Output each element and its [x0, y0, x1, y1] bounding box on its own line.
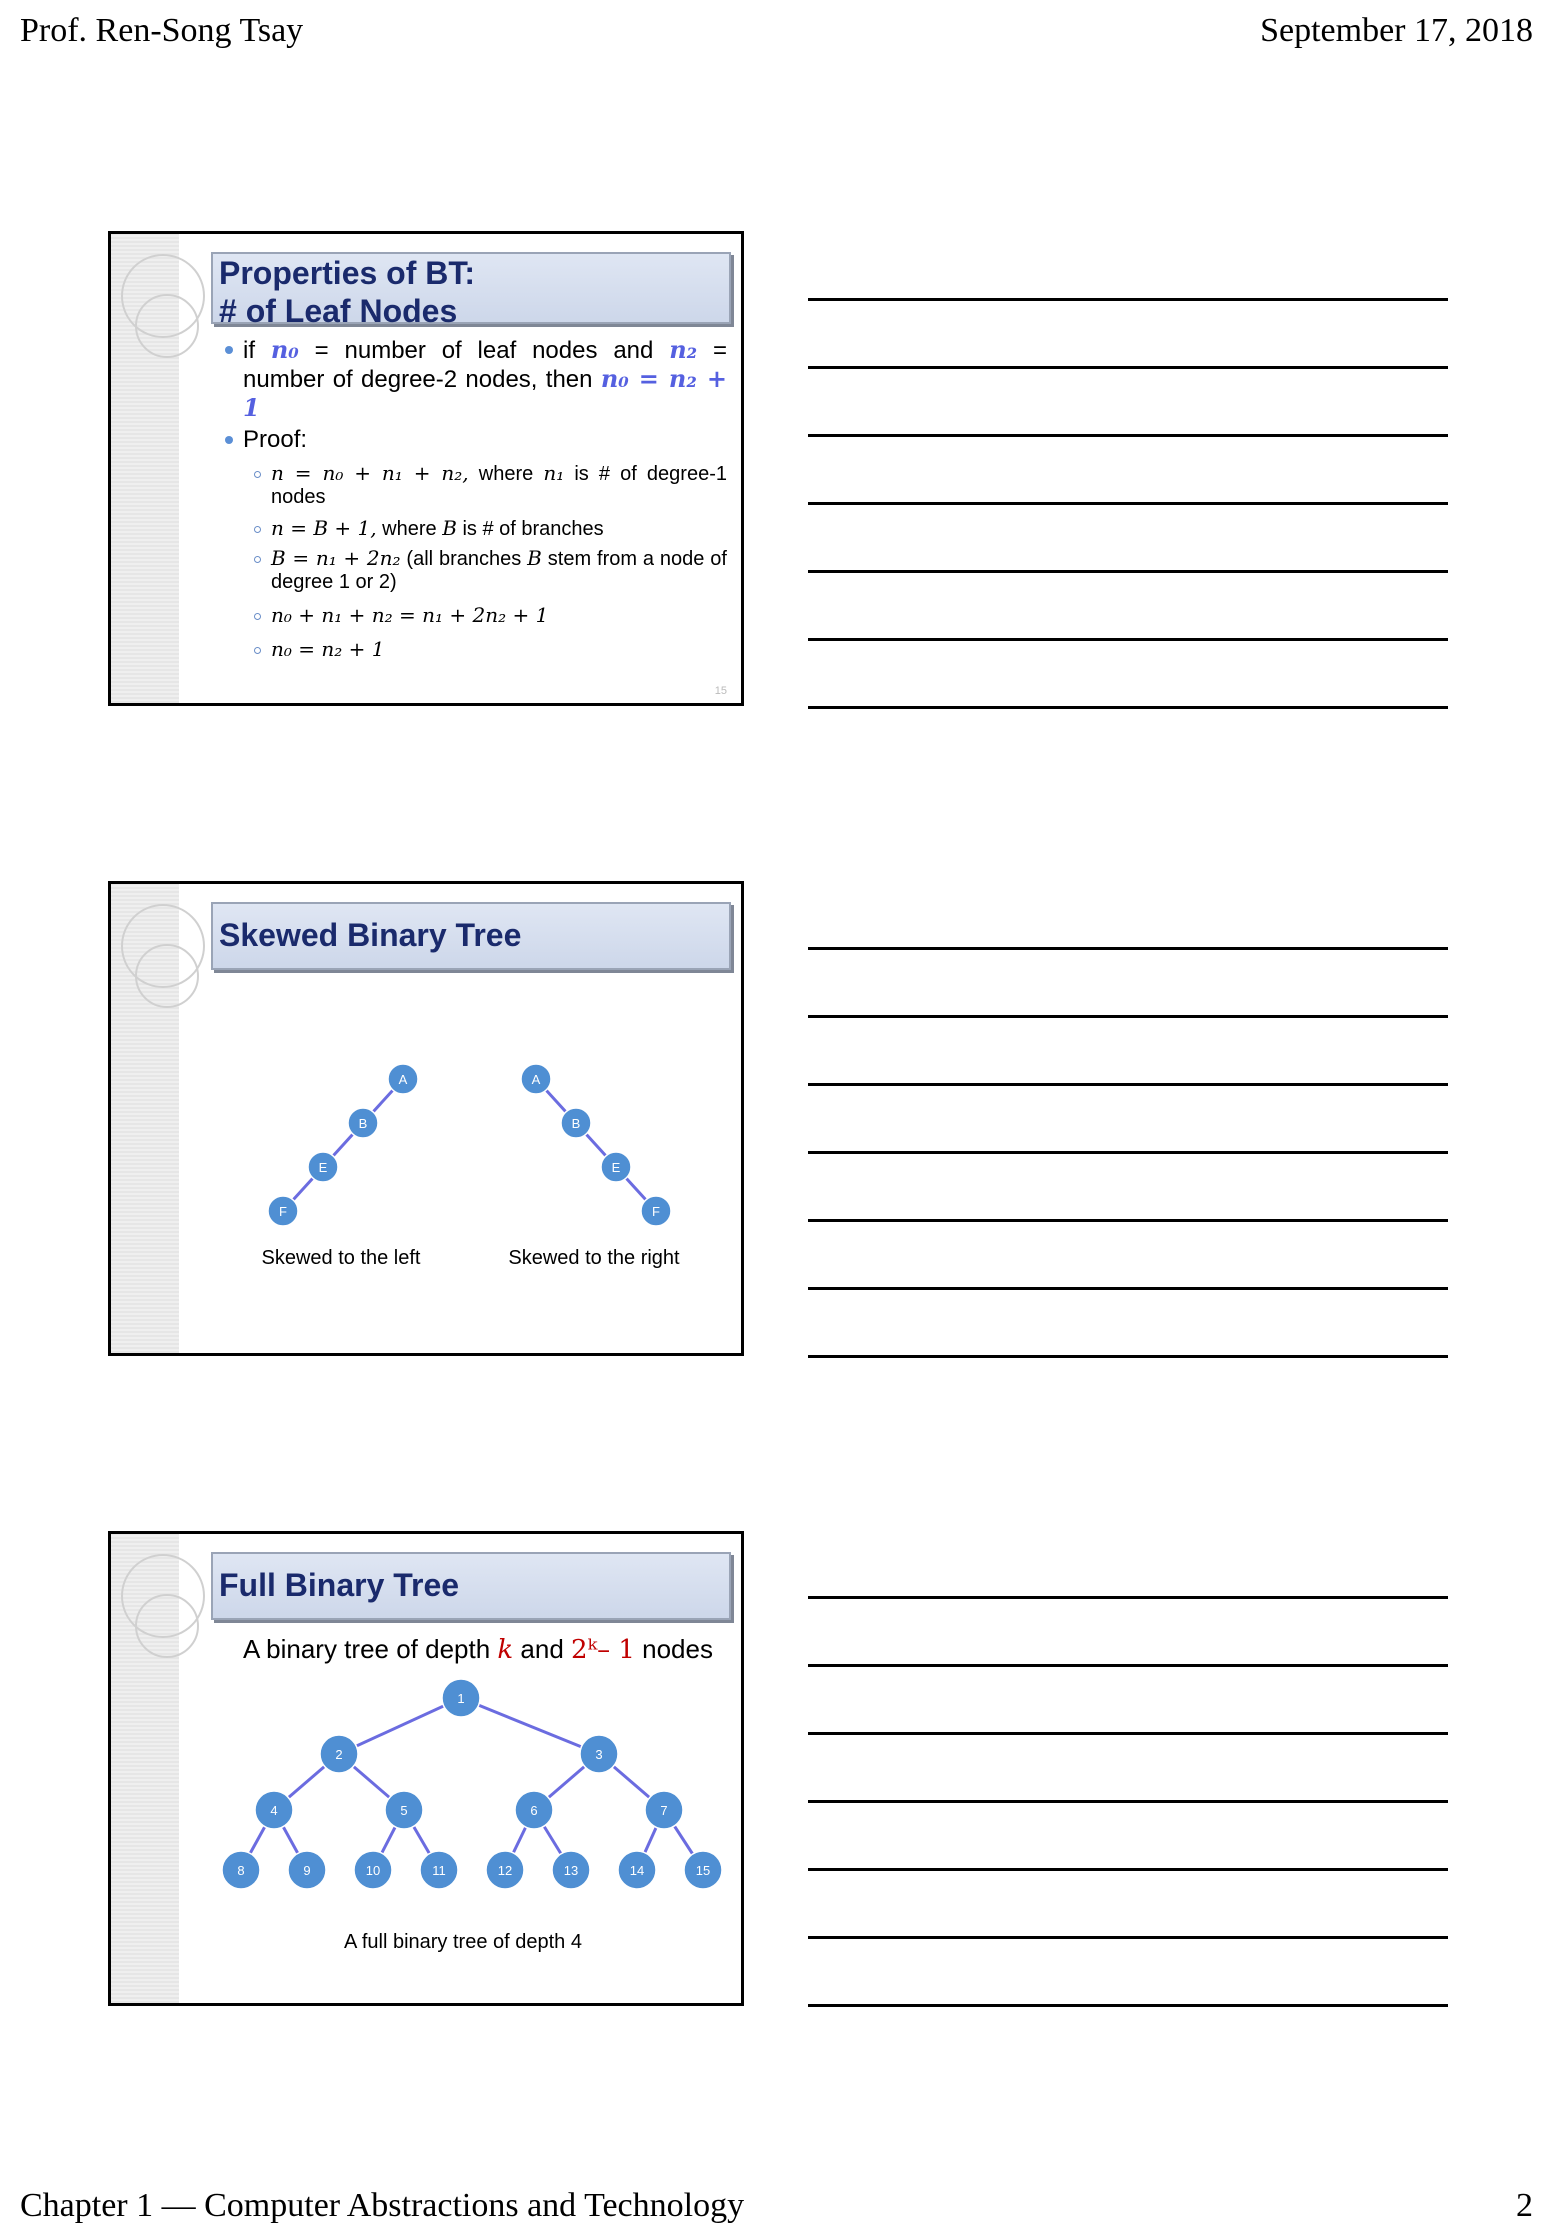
node-label: 5	[400, 1803, 408, 1818]
note-line	[808, 434, 1448, 437]
slide-full-binary-tree	[108, 1531, 744, 2006]
proof-step-3: B = n₁ + 2n₂ (all branches B stem from a node of degree 1 or 2)	[271, 547, 727, 594]
note-line	[808, 298, 1448, 301]
note-line	[808, 1015, 1448, 1018]
node-label: 2	[335, 1747, 343, 1762]
proof-step-1: n = n₀ + n₁ + n₂, where n₁ is # of degree-1 nodes	[271, 462, 727, 509]
node-label: 15	[695, 1863, 711, 1878]
slide-title: Skewed Binary Tree	[211, 902, 731, 970]
node-label: 14	[629, 1863, 645, 1878]
note-line	[808, 366, 1448, 369]
note-line	[808, 1732, 1448, 1735]
slide-subtitle: A binary tree of depth k and 2ᵏ– 1 nodes	[243, 1634, 713, 1665]
note-line	[808, 706, 1448, 709]
node-label: 4	[270, 1803, 278, 1818]
header-date: September 17, 2018	[1260, 12, 1533, 49]
node-label: 13	[563, 1863, 579, 1878]
note-line	[808, 1800, 1448, 1803]
note-line	[808, 2004, 1448, 2007]
note-line	[808, 947, 1448, 950]
note-line	[808, 1936, 1448, 1939]
note-line	[808, 1287, 1448, 1290]
decor-ring	[135, 294, 199, 358]
node-label: A	[531, 1072, 541, 1087]
note-line	[808, 1868, 1448, 1871]
node-label: F	[652, 1204, 660, 1219]
proof-step-4: n₀ + n₁ + n₂ = n₁ + 2n₂ + 1	[271, 604, 727, 628]
note-line	[808, 1596, 1448, 1599]
slide-title-line1: Properties of BT:	[219, 255, 476, 291]
header-author: Prof. Ren-Song Tsay	[20, 12, 304, 49]
node-label: 12	[497, 1863, 513, 1878]
slide-title: Full Binary Tree	[211, 1552, 731, 1620]
node-label: B	[358, 1116, 368, 1131]
node-label: E	[318, 1160, 328, 1175]
bullet-definition: if n₀ = number of leaf nodes and n₂ = number of degree-2 nodes, then n₀ = n₂ + 1	[243, 336, 727, 423]
note-line	[808, 1219, 1448, 1222]
proof-step-5: n₀ = n₂ + 1	[271, 638, 727, 662]
proof-step-2: n = B + 1, where B is # of branches	[271, 517, 727, 541]
note-line	[808, 1664, 1448, 1667]
footer-page-number: 2	[1516, 2187, 1533, 2224]
figure-caption: A full binary tree of depth 4	[344, 1931, 582, 1953]
note-line	[808, 638, 1448, 641]
node-label: E	[611, 1160, 621, 1175]
node-label: 9	[303, 1863, 311, 1878]
edge	[339, 1698, 461, 1754]
slide-skewed-binary-tree	[108, 881, 744, 1356]
bullet-proof: Proof:	[243, 426, 727, 454]
slide-title	[211, 252, 731, 329]
slide-number: 15	[714, 685, 727, 697]
slide-properties-bt	[108, 231, 744, 706]
note-line	[808, 1355, 1448, 1358]
skewed-trees-figure	[111, 884, 741, 1354]
node-label: 10	[365, 1863, 381, 1878]
caption-right: Skewed to the right	[508, 1247, 680, 1269]
full-binary-tree-figure	[111, 1534, 741, 2004]
node-label: 8	[237, 1863, 245, 1878]
note-line	[808, 570, 1448, 573]
note-line	[808, 502, 1448, 505]
node-label: 7	[660, 1803, 668, 1818]
footer-chapter: Chapter 1 — Computer Abstractions and Technology	[20, 2187, 745, 2224]
note-line	[808, 1083, 1448, 1086]
node-label: F	[279, 1204, 287, 1219]
node-label: 6	[530, 1803, 538, 1818]
node-label: B	[571, 1116, 581, 1131]
node-label: 11	[432, 1863, 446, 1878]
node-label: A	[398, 1072, 408, 1087]
slide-title-line2: # of Leaf Nodes	[219, 293, 458, 329]
note-line	[808, 1151, 1448, 1154]
node-label: 3	[595, 1747, 603, 1762]
node-label: 1	[457, 1691, 465, 1706]
caption-left: Skewed to the left	[261, 1247, 421, 1269]
edge	[461, 1698, 599, 1754]
